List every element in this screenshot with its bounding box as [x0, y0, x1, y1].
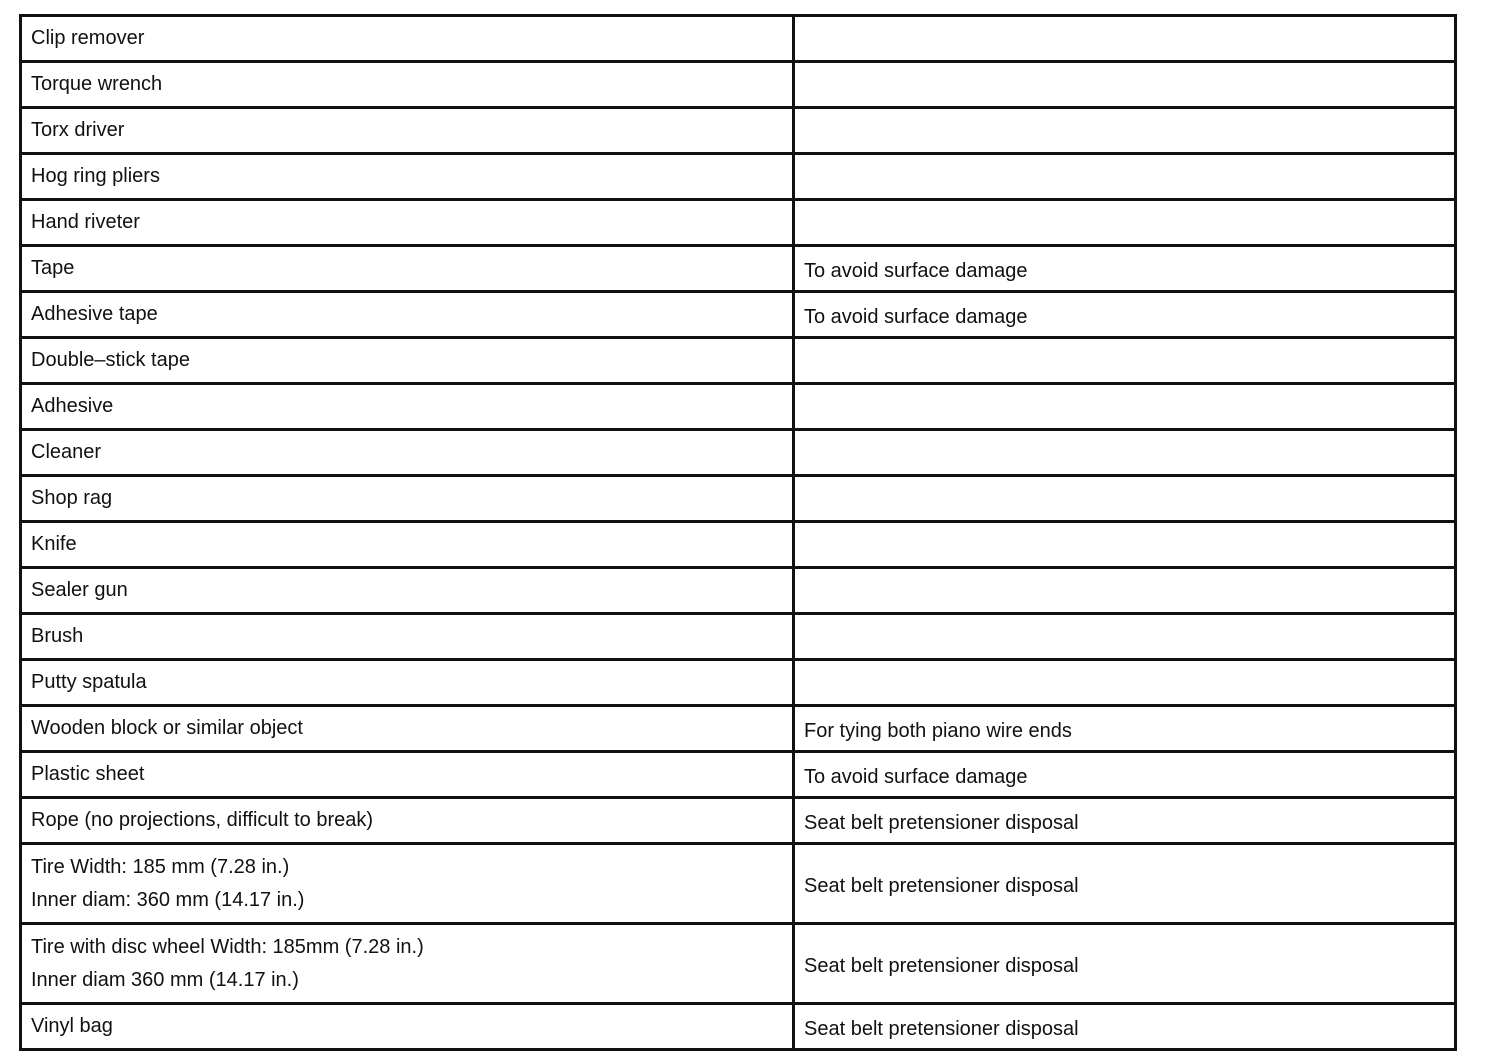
note-cell — [794, 108, 1456, 154]
note-text: To avoid surface damage — [804, 260, 1028, 282]
note-cell — [794, 16, 1456, 62]
tool-cell — [21, 476, 794, 522]
table-row — [21, 752, 1456, 798]
tool-name: Tire with disc wheel Width: 185mm (7.28 in.) — [31, 935, 424, 958]
note-cell — [794, 924, 1456, 1004]
table-row — [21, 62, 1456, 108]
tool-name: Cleaner — [31, 441, 102, 463]
tool-name: Clip remover — [31, 27, 145, 49]
table-row — [21, 338, 1456, 384]
table-row — [21, 154, 1456, 200]
tool-cell — [21, 522, 794, 568]
note-cell — [794, 614, 1456, 660]
table-row — [21, 522, 1456, 568]
tool-cell — [21, 200, 794, 246]
note-cell — [794, 660, 1456, 706]
tool-name: Tape — [31, 257, 75, 279]
tool-name: Rope (no projections, difficult to break) — [31, 809, 374, 831]
tool-cell — [21, 430, 794, 476]
tool-name: Adhesive tape — [31, 303, 158, 325]
note-text: To avoid surface damage — [804, 306, 1028, 328]
table-row — [21, 476, 1456, 522]
tool-cell — [21, 1004, 794, 1050]
table-row — [21, 844, 1456, 924]
note-cell — [794, 752, 1456, 798]
tool-name: Brush — [31, 625, 84, 647]
table-row — [21, 660, 1456, 706]
note-cell — [794, 62, 1456, 108]
note-cell — [794, 292, 1456, 338]
table-row — [21, 430, 1456, 476]
note-cell — [794, 338, 1456, 384]
note-cell — [794, 522, 1456, 568]
note-cell — [794, 384, 1456, 430]
tool-name: Putty spatula — [31, 671, 147, 693]
note-cell — [794, 200, 1456, 246]
tool-name: Hand riveter — [31, 211, 140, 233]
table-row — [21, 108, 1456, 154]
note-cell — [794, 706, 1456, 752]
tool-cell — [21, 292, 794, 338]
note-cell — [794, 568, 1456, 614]
table-row — [21, 292, 1456, 338]
tool-name: Wooden block or similar object — [31, 717, 303, 739]
tool-name: Vinyl bag — [31, 1015, 113, 1037]
note-cell — [794, 154, 1456, 200]
tool-name: Inner diam: 360 mm (14.17 in.) — [31, 888, 305, 911]
note-cell — [794, 1004, 1456, 1050]
tool-cell — [21, 924, 794, 1004]
tool-cell — [21, 62, 794, 108]
tool-name: Shop rag — [31, 487, 113, 509]
table-row — [21, 1004, 1456, 1050]
tool-cell — [21, 660, 794, 706]
note-cell — [794, 476, 1456, 522]
tool-name: Inner diam 360 mm (14.17 in.) — [31, 968, 299, 991]
table-row — [21, 16, 1456, 62]
tool-cell — [21, 154, 794, 200]
tools-table — [19, 14, 1457, 1051]
tool-cell — [21, 568, 794, 614]
tool-name: Double–stick tape — [31, 349, 190, 371]
tool-cell — [21, 798, 794, 844]
table-row — [21, 200, 1456, 246]
tool-cell — [21, 844, 794, 924]
note-text: Seat belt pretensioner disposal — [804, 955, 1079, 977]
tool-cell — [21, 246, 794, 292]
tools-table-sheet — [19, 14, 1454, 1051]
table-row — [21, 246, 1456, 292]
tool-cell — [21, 614, 794, 660]
tool-name: Torque wrench — [31, 73, 163, 95]
note-text: Seat belt pretensioner disposal — [804, 1018, 1079, 1040]
table-row — [21, 798, 1456, 844]
note-text: To avoid surface damage — [804, 766, 1028, 788]
tool-cell — [21, 384, 794, 430]
tool-cell — [21, 706, 794, 752]
note-cell — [794, 430, 1456, 476]
note-cell — [794, 844, 1456, 924]
tool-cell — [21, 108, 794, 154]
tool-name: Torx driver — [31, 119, 125, 141]
note-text: Seat belt pretensioner disposal — [804, 875, 1079, 897]
tool-cell — [21, 752, 794, 798]
table-row — [21, 614, 1456, 660]
tool-name: Knife — [31, 533, 77, 555]
note-text: For tying both piano wire ends — [804, 720, 1072, 742]
tool-name: Hog ring pliers — [31, 165, 160, 187]
tool-name: Sealer gun — [31, 579, 128, 601]
note-text: Seat belt pretensioner disposal — [804, 812, 1079, 834]
table-row — [21, 706, 1456, 752]
table-row — [21, 384, 1456, 430]
table-row — [21, 568, 1456, 614]
tools-table-body — [21, 16, 1456, 1050]
tool-name: Tire Width: 185 mm (7.28 in.) — [31, 855, 290, 878]
tool-cell — [21, 338, 794, 384]
tool-name: Plastic sheet — [31, 763, 145, 785]
table-row — [21, 924, 1456, 1004]
tool-cell — [21, 16, 794, 62]
note-cell — [794, 798, 1456, 844]
tool-name: Adhesive — [31, 395, 114, 417]
note-cell — [794, 246, 1456, 292]
